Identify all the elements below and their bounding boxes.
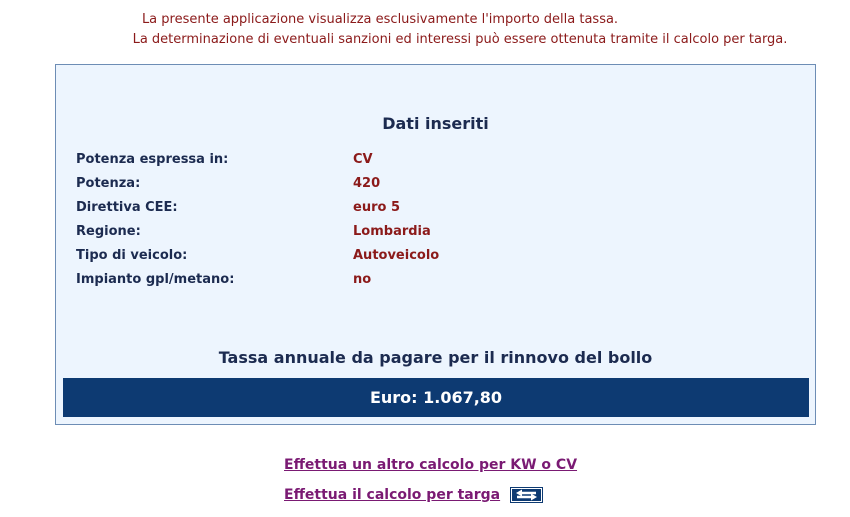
disclaimer-line-2: La determinazione di eventuali sanzioni ed interessi può essere ottenuta tramite il calcolo per targa. [132, 32, 788, 47]
row-eec-directive [76, 195, 776, 219]
row-value: Lombardia [353, 223, 431, 239]
results-panel [55, 64, 816, 425]
row-label: Tipo di veicolo: [76, 247, 188, 263]
tax-title: Tassa annuale da pagare per il rinnovo del bollo [218, 348, 653, 367]
row-power-unit [76, 147, 776, 171]
disclaimer-notice [0, 10, 850, 50]
row-label: Direttiva CEE: [76, 199, 178, 215]
row-label: Impianto gpl/metano: [76, 271, 235, 287]
row-vehicle-type [76, 243, 776, 267]
row-label: Potenza: [76, 175, 141, 191]
row-value: no [353, 271, 372, 287]
row-value: 420 [353, 175, 381, 191]
tax-amount: Euro: 1.067,80 [63, 378, 809, 417]
row-label: Potenza espressa in: [76, 151, 229, 167]
recalc-kw-cv-link[interactable]: Effettua un altro calcolo per KW o CV [284, 457, 578, 473]
panel-title: Dati inseriti [382, 114, 489, 133]
row-region [76, 219, 776, 243]
calc-by-plate-link[interactable]: Effettua il calcolo per targa [284, 487, 501, 503]
row-power [76, 171, 776, 195]
row-lpg-methane [76, 267, 776, 291]
row-value: euro 5 [353, 199, 400, 215]
disclaimer-line-1: La presente applicazione visualizza esclusivamente l'importo della tassa. [141, 12, 619, 27]
row-value: Autoveicolo [353, 247, 440, 263]
row-label: Regione: [76, 223, 141, 239]
row-value: CV [353, 151, 373, 167]
input-summary [76, 147, 776, 291]
swap-arrows-icon[interactable] [510, 487, 543, 503]
action-links [284, 450, 577, 510]
